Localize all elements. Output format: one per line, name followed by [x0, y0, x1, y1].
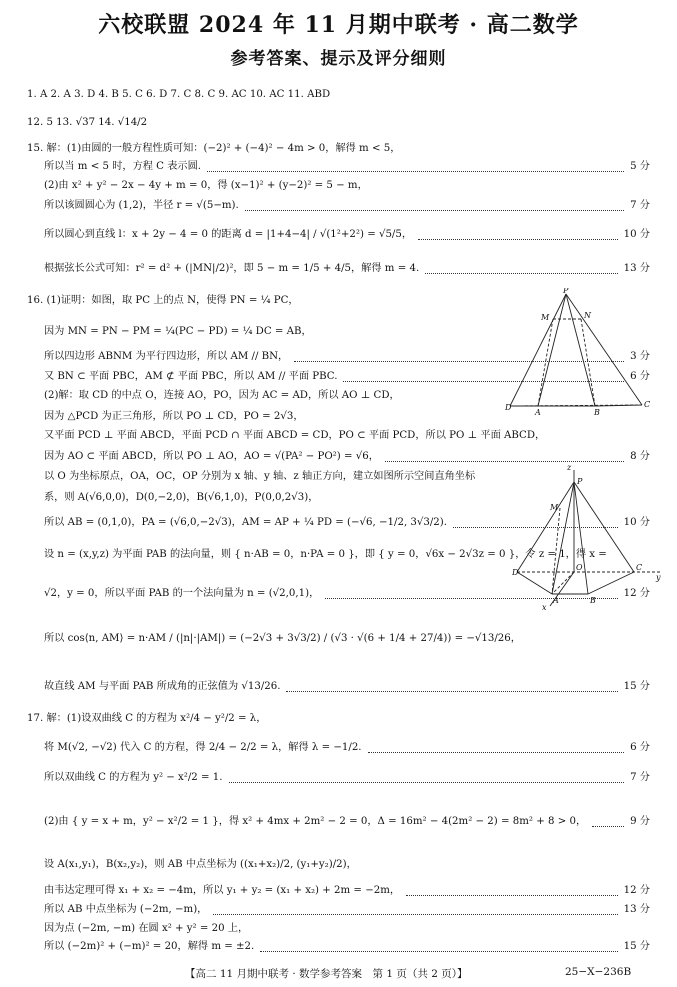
label-C: C [636, 563, 643, 572]
page-subtitle: 参考答案、提示及评分细则 [230, 49, 447, 69]
score-l15e: 10 分 [623, 229, 650, 240]
label-D: D [512, 568, 519, 577]
solution-line-l16g: 又平面 PCD ⊥ 平面 ABCD，平面 PCD ∩ 平面 ABCD = CD，PO ⊂ 平面 PCD，所以 PO ⊥ 平面 ABCD， [44, 430, 546, 441]
seg-NB [581, 319, 595, 406]
edge-PA [538, 294, 566, 406]
score-l17f: 12 分 [623, 885, 650, 896]
score-l17g: 13 分 [623, 904, 650, 915]
leader-dots-l16o [286, 681, 618, 692]
pyramid-figure-1 [505, 288, 655, 416]
label-P: P [563, 288, 569, 295]
edge-PD [510, 294, 566, 406]
label-y: y [656, 573, 661, 582]
solution-line-l17d: (2)由 { y = x + m，y² − x²/2 = 1 }，得 x² + 4mx + 2m² − 2 = 0，Δ = 16m² − 4(2m² − 2) = 8m² + 8 > 0， [44, 816, 587, 827]
solution-line-l17g: 所以 AB 中点坐标为 (−2m, −m)， [44, 904, 208, 915]
page-title: 六校联盟 2024 年 11 月期中联考 · 高二数学 [98, 12, 579, 38]
edge-BC [588, 572, 634, 594]
label-O: O [576, 563, 583, 572]
solution-line-l16e: (2)解：取 CD 的中点 O，连接 AO，PO，因为 AC = AD，所以 AO ⊥ CD， [44, 390, 400, 401]
solution-line-l16a: 16. (1)证明：如图，取 PC 上的点 N，使得 PN = ¼ PC， [27, 295, 299, 306]
score-l17b: 6 分 [630, 742, 650, 753]
solution-line-l15a: 15. 解：(1)由圆的一般方程性质可知：(−2)² + (−4)² − 4m > 0，解得 m < 5， [27, 143, 401, 154]
solution-line-l17i: 所以 (−2m)² + (−m)² = 20，解得 m = ±2. [44, 941, 255, 952]
leader-dots-l15f [425, 263, 618, 274]
label-P: P [577, 477, 583, 486]
solution-line-l17e: 设 A(x₁,y₁)，B(x₂,y₂)，则 AB 中点坐标为 ((x₁+x₂)/2, (y₁+y₂)/2)， [44, 859, 357, 870]
score-l16c: 3 分 [630, 351, 650, 362]
label-C: C [644, 400, 651, 409]
leader-dots-l17i [260, 941, 618, 952]
leader-dots-l15b [207, 161, 624, 172]
label-z: z [567, 463, 572, 472]
leader-dots-l17g [213, 904, 618, 915]
solution-line-l16i: 以 O 为坐标原点，OA，OC，OP 分别为 x 轴、y 轴、z 轴正方向，建立如图所示空间直角坐标 [44, 471, 476, 482]
pyramid-figure-2 [512, 462, 664, 612]
solution-line-l17f: 由韦达定理可得 x₁ + x₂ = −4m，所以 y₁ + y₂ = (x₁ + x₂) + 2m = −2m， [44, 885, 401, 896]
solution-line-l16j: 系，则 A(√6,0,0)，D(0,−2,0)，B(√6,1,0)，P(0,0,2√3)， [44, 492, 319, 503]
leader-dots-l15e [418, 229, 618, 240]
label-M: M [550, 503, 559, 512]
score-l17i: 15 分 [623, 941, 650, 952]
solution-line-l16f: 因为 △PCD 为正三角形，所以 PO ⊥ CD，PO = 2√3， [44, 411, 304, 422]
solution-line-l15f: 根据弦长公式可知：r² = d² + (|MN|/2)²，即 5 − m = 1/5 + 4/5，解得 m = 4. [44, 263, 420, 274]
label-D: D [505, 403, 512, 412]
score-l16d: 6 分 [630, 371, 650, 382]
leader-dots-l15d [245, 200, 624, 211]
solution-line-l16o: 故直线 AM 与平面 PAB 所成角的正弦值为 √13/26. [44, 681, 281, 692]
footer-page-info: 【高二 11 月期中联考 · 数学参考答案 第 1 页（共 2 页）】 [185, 968, 468, 980]
solution-line-l17c: 所以双曲线 C 的方程为 y² − x²/2 = 1. [44, 772, 223, 783]
choice-answers: 1. A 2. A 3. D 4. B 5. C 6. D 7. C 8. C 9. AC 10. AC 11. ABD [27, 89, 331, 100]
label-x: x [542, 603, 547, 612]
leader-dots-l17d [592, 816, 624, 827]
solution-line-l17b: 将 M(√2, −√2) 代入 C 的方程，得 2/4 − 2/2 = λ，解得 λ = −1/2. [44, 742, 362, 753]
solution-line-l16c: 所以四边形 ABNM 为平行四边形，所以 AM // BN， [44, 351, 289, 362]
leader-dots-l17b [368, 742, 624, 753]
edge-DA [517, 572, 552, 594]
leader-dots-l17c [229, 772, 624, 783]
score-l15b: 5 分 [630, 161, 650, 172]
seg-MA [552, 508, 560, 594]
score-l16m: 12 分 [623, 588, 650, 599]
solution-line-l17a: 17. 解：(1)设双曲线 C 的方程为 x²/4 − y²/2 = λ， [27, 713, 267, 724]
footer-code: 25−X−236B [565, 966, 632, 978]
solution-line-l15e: 所以圆心到直线 l：x + 2y − 4 = 0 的距离 d = |1+4−4| / √(1²+2²) = √5/5， [44, 229, 413, 240]
score-l15f: 13 分 [623, 263, 650, 274]
solution-line-l15d: 所以该圆圆心为 (1,2)，半径 r = √(5−m). [44, 200, 239, 211]
score-l16h: 8 分 [630, 451, 650, 462]
solution-line-l16d: 又 BN ⊂ 平面 PBC，AM ⊄ 平面 PBC，所以 AM // 平面 PBC. [44, 371, 338, 382]
leader-dots-l17f [406, 885, 618, 896]
solution-line-l16m: √2，y = 0，所以平面 PAB 的一个法向量为 n = (√2,0,1)， [44, 588, 320, 599]
edge-PB [574, 482, 588, 594]
solution-line-l16l: 设 n = (x,y,z) 为平面 PAB 的法向量，则 { n·AB = 0，n·PA = 0 }，即 { y = 0，√6x − 2√3z = 0 }，令 z = 1，得 x = [44, 549, 607, 560]
leader-dots-l16h [385, 451, 624, 462]
solution-line-l16k: 所以 AB = (0,1,0)，PA = (√6,0,−2√3)，AM = AP + ¼ PD = (−√6, −1/2, 3√3/2). [44, 517, 447, 528]
solution-line-l16b: 因为 MN = PN − PM = ¼(PC − PD) = ¼ DC = AB， [44, 326, 312, 337]
label-B: B [594, 408, 600, 416]
edge-PC [574, 482, 634, 572]
score-l16k: 10 分 [623, 517, 650, 528]
label-B: B [590, 596, 596, 605]
score-l15d: 7 分 [630, 200, 650, 211]
seg-MA [538, 319, 553, 406]
solution-line-l16h: 因为 AO ⊂ 平面 ABCD，所以 PO ⊥ AO，AO = √(PA² − PO²) = √6， [44, 451, 379, 462]
score-l17c: 7 分 [630, 772, 650, 783]
solution-line-l15b: 所以当 m < 5 时，方程 C 表示圆. [44, 161, 202, 172]
label-A: A [553, 596, 559, 605]
solution-line-l16n: 所以 cos⟨n, AM⟩ = n·AM / (|n|·|AM|) = (−2√3 + 3√3/2) / (√3 · √(6 + 1/4 + 27/4)) = −√13/26， [44, 633, 521, 644]
score-l17d: 9 分 [630, 816, 650, 827]
fill-answers: 12. 5 13. √37 14. √14/2 [27, 117, 148, 128]
label-N: N [584, 311, 591, 320]
solution-line-l15c: (2)由 x² + y² − 2x − 4y + m = 0，得 (x−1)² + (y−2)² = 5 − m， [44, 180, 368, 191]
solution-line-l17h: 因为点 (−2m, −m) 在圆 x² + y² = 20 上， [44, 923, 249, 934]
score-l16o: 15 分 [623, 681, 650, 692]
label-M: M [541, 313, 550, 322]
label-A: A [535, 408, 541, 416]
edge-PC [566, 294, 642, 405]
